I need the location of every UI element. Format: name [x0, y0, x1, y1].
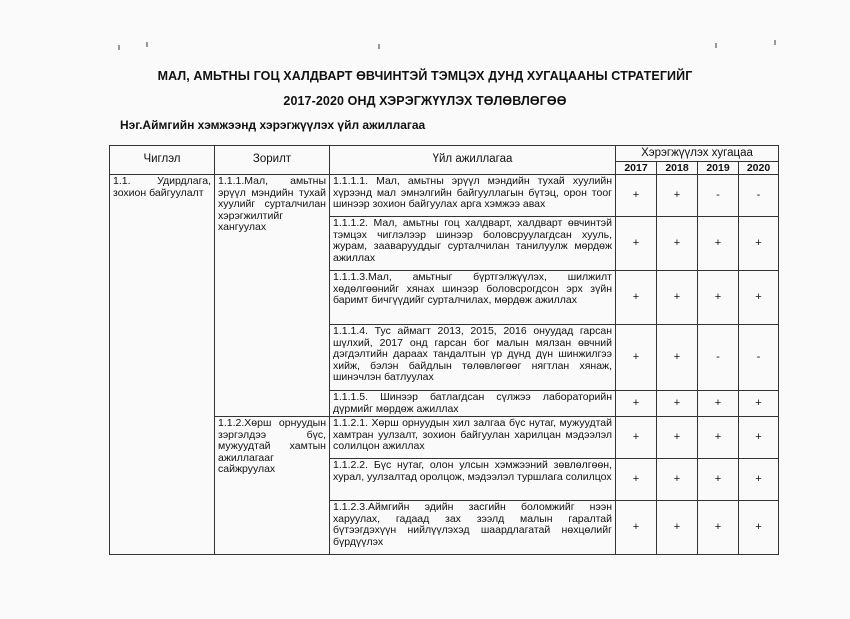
mark-cell: + — [698, 391, 739, 417]
mark-cell: + — [739, 459, 779, 501]
mark-cell: - — [698, 175, 739, 217]
mark-cell: - — [739, 175, 779, 217]
mark-cell: + — [698, 459, 739, 501]
header-direction: Чиглэл — [110, 146, 215, 175]
year-2019: 2019 — [698, 162, 739, 175]
scan-mark — [146, 42, 148, 47]
document-title-line2: 2017-2020 ОНД ХЭРЭГЖҮҮЛЭХ ТӨЛӨВЛӨГӨӨ — [283, 94, 567, 108]
mark-cell: + — [698, 271, 739, 325]
scan-mark — [715, 43, 717, 48]
mark-cell: + — [698, 417, 739, 459]
activity-cell: 1.1.2.1. Хөрш орнуудын хил залгаа бүс нутаг, мужуудтай хамтран уулзалт, зохион байгуулан харилцан мэдээлэл солилцон ажиллах — [330, 417, 616, 459]
objective-cell: 1.1.2.Хөрш орнуудын зэргэлдээ бүс, мужуудтай хамтын ажиллагааг сайжруулах — [215, 417, 330, 555]
header-timeline: Хэрэгжүүлэх хугацаа — [616, 146, 779, 162]
mark-cell: + — [616, 391, 657, 417]
mark-cell: + — [657, 175, 698, 217]
mark-cell: + — [616, 459, 657, 501]
activity-cell: 1.1.1.1. Мал, амьтны эрүүл мэндийн тухай хуулийн хүрээнд мал эмнэлгийн байгууллагын бүтэц, орон тоог шинээр зохион байгуулах арга хэмжээ авах — [330, 175, 616, 217]
year-2018: 2018 — [657, 162, 698, 175]
mark-cell: + — [616, 175, 657, 217]
mark-cell: + — [657, 417, 698, 459]
mark-cell: + — [657, 459, 698, 501]
header-objective: Зорилт — [215, 146, 330, 175]
mark-cell: + — [739, 271, 779, 325]
activity-cell: 1.1.1.3.Мал, амьтныг бүртгэлжүүлэх, шилжилт хөдөлгөөнийг хянах шинээр боловсрогдсон эрх зүйн баримт бичгүүдийг сурталчилах, мөрдөж ажиллах — [330, 271, 616, 325]
activity-cell: 1.1.1.4. Тус аймагт 2013, 2015, 2016 онуудад гарсан шүлхий, 2017 онд гарсан бог малын мялзан өвчний дэгдэлтийн дараах тандалтын үр дүнд дүн шинжилгээ хийж, бэлэн байдлын төлөвлөгөөг нягтлан хянаж, шинэчлэн батлуулах — [330, 325, 616, 391]
mark-cell: - — [739, 325, 779, 391]
mark-cell: + — [739, 417, 779, 459]
mark-cell: - — [698, 325, 739, 391]
document-title-line1: МАЛ, АМЬТНЫ ГОЦ ХАЛДВАРТ ӨВЧИНТЭЙ ТЭМЦЭХ ДУНД ХУГАЦААНЫ СТРАТЕГИЙГ — [157, 69, 693, 83]
mark-cell: + — [657, 325, 698, 391]
objective-cell: 1.1.1.Мал, амьтны эрүүл мэндийн тухай хуулийг сурталчилан хэрэгжилтийг хангуулах — [215, 175, 330, 417]
scan-mark — [118, 45, 120, 50]
mark-cell: + — [739, 501, 779, 555]
mark-cell: + — [657, 217, 698, 271]
mark-cell: + — [657, 271, 698, 325]
activity-cell: 1.1.1.2. Мал, амьтны гоц халдварт, халдварт өвчинтэй тэмцэх чиглэлээр шинээр боловсруулагдсан хууль, журам, зааварууддыг сурталчилан танилуулж мөрдөж ажиллах — [330, 217, 616, 271]
mark-cell: + — [698, 501, 739, 555]
mark-cell: + — [616, 417, 657, 459]
scan-mark — [378, 44, 380, 49]
mark-cell: + — [616, 501, 657, 555]
year-2020: 2020 — [739, 162, 779, 175]
mark-cell: + — [739, 391, 779, 417]
mark-cell: + — [616, 217, 657, 271]
year-2017: 2017 — [616, 162, 657, 175]
activity-cell: 1.1.2.2. Бүс нутаг, олон улсын хэмжээний зөвлөлгөөн, хурал, уулзалтад оролцож, мэдээлэл туршлага солилцох — [330, 459, 616, 501]
section-title: Нэг.Аймгийн хэмжээнд хэрэгжүүлэх үйл ажиллагаа — [120, 118, 426, 132]
activity-cell: 1.1.2.3.Аймгийн эдийн засгийн боломжийг нээн харуулах, гадаад зах зээлд малын гаралтай бүтээгдэхүүн нийлүүлэхэд шаардлагатай нөхцөлийг бүрдүүлэх — [330, 501, 616, 555]
mark-cell: + — [657, 391, 698, 417]
direction-cell: 1.1. Удирдлага, зохион байгуулалт — [110, 175, 215, 555]
activity-cell: 1.1.1.5. Шинээр батлагдсан сүлжээ лабораторийн дүрмийг мөрдөж ажиллах — [330, 391, 616, 417]
mark-cell: + — [657, 501, 698, 555]
mark-cell: + — [739, 217, 779, 271]
header-activity: Үйл ажиллагаа — [330, 146, 616, 175]
plan-table — [109, 145, 779, 555]
mark-cell: + — [616, 271, 657, 325]
mark-cell: + — [616, 325, 657, 391]
scan-mark — [774, 40, 776, 45]
mark-cell: + — [698, 217, 739, 271]
